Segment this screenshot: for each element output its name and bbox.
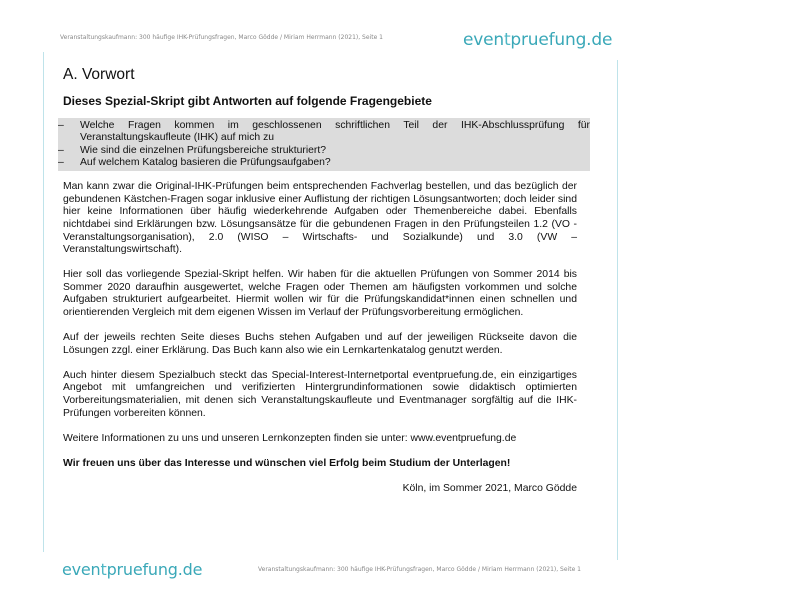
question-item: [58, 145, 590, 157]
closing-statement: Wir freuen uns über das Interesse und wünschen viel Erfolg beim Studium der Unterlagen!: [63, 457, 511, 469]
question-text: Welche Fragen kommen im geschlossenen schriftlichen Teil der IHK-Abschlussprüfung für Veranstaltungskaufleute (IHK) auf mich zu: [80, 120, 590, 144]
question-text: Wie sind die einzelnen Prüfungsbereiche strukturiert?: [80, 144, 327, 156]
question-text: Auf welchem Katalog basieren die Prüfungsaufgaben?: [80, 156, 331, 168]
paragraph-purpose: Hier soll das vorliegende Spezial-Skript helfen. Wir haben für die aktuellen Prüfungen von Sommer 2014 bis Sommer 2020 daraufhin ausgewertet, welche Fragen oder Themen am häufigsten vorkommen und solche Aufgaben strukturiert aufgearbeitet. Hiermit wollen wir für die Prüfungskandidat*innen einen schnellen und orientierenden Vergleich mit dem eigenen Wissen im Verlauf der Prüfungsvorbereitung ermöglichen.: [63, 269, 577, 319]
question-dash: –: [58, 156, 64, 168]
paragraph-more-info: Weitere Informationen zu uns und unseren Lernkonzepten finden sie unter: www.eventpruefung.de: [63, 432, 517, 444]
question-dash: –: [58, 120, 64, 131]
header-meta-text: Veranstaltungskaufmann: 300 häufige IHK-Prüfungsfragen, Marco Gödde / Miriam Herrmann (2021), Seite 1: [60, 34, 383, 41]
question-dash: –: [58, 144, 64, 156]
header-logo: [463, 30, 612, 50]
question-list-box: [58, 118, 590, 171]
footer-meta-text: Veranstaltungskaufmann: 300 häufige IHK-Prüfungsfragen, Marco Gödde / Miriam Herrmann (2021), Seite 1: [258, 566, 581, 573]
paragraph-intro: Man kann zwar die Original-IHK-Prüfungen beim entsprechenden Fachverlag bestellen, und das bezüglich der gebundenen Kästchen-Fragen sogar inklusive einer Auflistung der richtigen Lösungsantworten; doch leider sind hier keine Informationen über häufig wiederkehrende Aufgaben oder Themenbereiche dabei. Ebenfalls nichtdabei sind Erklärungen bzw. Lösungsansätze für die gebundenen Fragen in den Prüfungsteilen 1.2 (VO - Veranstaltungsorganisation), 2.0 (WISO – Wirtschafts- und Sozialkunde) und 3.0 (VW – Veranstaltungswirtschaft).: [63, 181, 577, 256]
footer-logo-pre: even: [62, 560, 101, 579]
section-subtitle: Dieses Spezial-Skript gibt Antworten auf folgende Fragengebiete: [63, 94, 432, 108]
header-logo-pre: even: [463, 30, 504, 50]
header-logo-post: pruefung.de: [510, 30, 613, 50]
footer-logo-t: t: [100, 560, 107, 579]
paragraph-portal: Auch hinter diesem Spezialbuch steckt das Special-Interest-Internetportal eventpruefung.de, ein einzigartiges Angebot mit umfangreichen und verifizierten Hintergrundinformationen sowie didaktisch optimierten Vorbereitungsmaterialien, mit denen sich Veranstaltungskaufleute und Eventmanager sorgfältig auf die IHK-Prüfungen vorbereiten können.: [63, 369, 577, 419]
question-item: [58, 120, 590, 145]
question-item: [58, 157, 590, 169]
footer-logo-post: pruefung.de: [106, 560, 203, 579]
paragraph-usage: Auf der jeweils rechten Seite dieses Buchs stehen Aufgaben und auf der jeweiligen Rückseite davon die Lösungen zzgl. einer Erklärung. Das Buch kann also wie ein Lernkartenkatalog genutzt werden.: [63, 332, 577, 356]
footer-logo: [62, 560, 202, 579]
left-margin-line: [43, 52, 44, 552]
header-logo-t: t: [503, 30, 511, 50]
page-content: [58, 66, 590, 494]
section-title: A. Vorwort: [63, 66, 135, 83]
right-margin-line: [617, 60, 618, 560]
signature-line: Köln, im Sommer 2021, Marco Gödde: [402, 482, 577, 494]
